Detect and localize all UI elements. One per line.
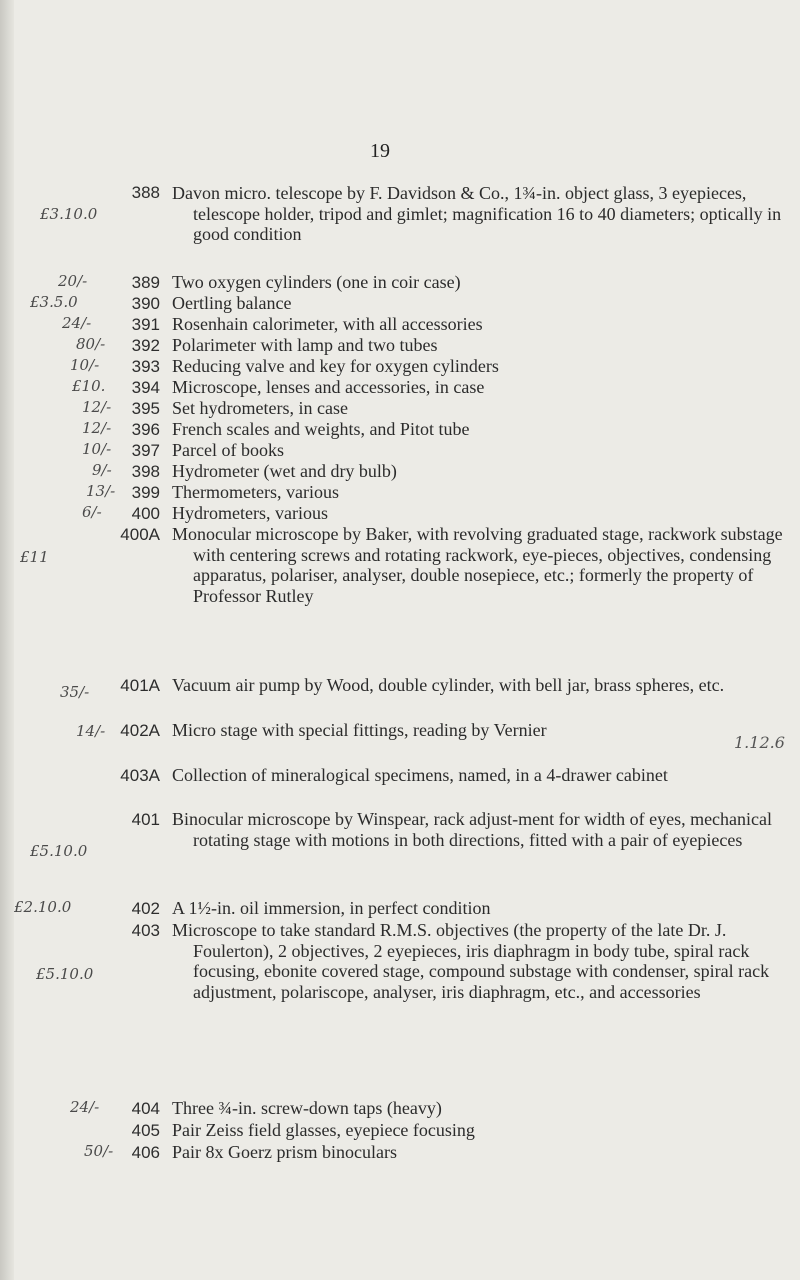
lot-description: Two oxygen cylinders (one in coir case) <box>172 272 461 292</box>
handwritten-price-note: 10/- <box>82 440 112 458</box>
lot-description: Pair Zeiss field glasses, eyepiece focusing <box>172 1120 475 1140</box>
lot-number: 393 <box>131 357 160 376</box>
lot-number: 388 <box>131 183 160 202</box>
handwritten-price-note: 35/- <box>60 683 90 701</box>
lot-number: 394 <box>131 378 160 397</box>
lot-description: Polarimeter with lamp and two tubes <box>172 335 438 355</box>
handwritten-price-note: 6/- <box>82 503 102 521</box>
lot-number: 403A <box>120 766 160 785</box>
lot-number: 403 <box>131 921 160 940</box>
handwritten-price-note: 14/- <box>76 722 106 740</box>
lot-description: Reducing valve and key for oxygen cylinders <box>172 356 499 376</box>
handwritten-price-note: 50/- <box>84 1142 114 1160</box>
lot-number: 405 <box>131 1121 160 1140</box>
lot-description: Microscope to take standard R.M.S. objectives (the property of the late Dr. J. Foulerton), 2 objectives, 2 eyepieces, iris diaphragm in body tube, spiral rack focusing, ebonite covered stage, compound substage with condenser, spiral rack adjustment, polariscope, analyser, iris diaphragm, etc., and accessories <box>172 920 770 1002</box>
lot-description: Microscope, lenses and accessories, in case <box>172 377 485 397</box>
lot-number: 401 <box>131 810 160 829</box>
handwritten-price-note: 24/- <box>62 314 92 332</box>
handwritten-price-note: £3.10.0 <box>40 205 98 223</box>
lot-number: 391 <box>131 315 160 334</box>
lot-description: Rosenhain calorimeter, with all accessories <box>172 314 483 334</box>
lot-description: Pair 8x Goerz prism binoculars <box>172 1142 397 1162</box>
handwritten-price-note: 12/- <box>82 419 112 437</box>
handwritten-price-note: 9/- <box>92 461 112 479</box>
lot-description: Monocular microscope by Baker, with revolving graduated stage, rackwork substage with centering screws and rotating rackwork, eye-pieces, objectives, condensing apparatus, polariser, analyser, double nosepiece, etc.; formerly the property of Professor Rutley <box>172 524 783 606</box>
handwritten-price-note: 24/- <box>70 1098 100 1116</box>
lot-number: 398 <box>131 462 160 481</box>
lot-description: Oertling balance <box>172 293 292 313</box>
handwritten-margin-note: 1.12.6 <box>734 733 785 752</box>
lot-description: Parcel of books <box>172 440 284 460</box>
lot-description: Binocular microscope by Winspear, rack adjust-ment for width of eyes, mechanical rotating stage with motions in both directions, fitted with a pair of eyepieces <box>172 809 773 850</box>
lot-description: Hydrometers, various <box>172 503 328 523</box>
lot-number: 402 <box>131 899 160 918</box>
lot-description: Hydrometer (wet and dry bulb) <box>172 461 397 481</box>
handwritten-price-note: £11 <box>20 548 49 566</box>
lot-number: 401A <box>120 676 160 695</box>
handwritten-price-note: 80/- <box>76 335 106 353</box>
lot-number: 392 <box>131 336 160 355</box>
lot-description: French scales and weights, and Pitot tube <box>172 419 470 439</box>
lot-number: 402A <box>120 721 160 740</box>
lot-number: 399 <box>131 483 160 502</box>
lot-number: 397 <box>131 441 160 460</box>
handwritten-price-note: 13/- <box>86 482 116 500</box>
lot-description: Micro stage with special fittings, reading by Vernier <box>172 720 547 740</box>
lot-number: 396 <box>131 420 160 439</box>
lot-number: 404 <box>131 1099 160 1118</box>
lot-description: Vacuum air pump by Wood, double cylinder, with bell jar, brass spheres, etc. <box>172 675 725 695</box>
lot-number: 400A <box>120 525 160 544</box>
handwritten-price-note: £5.10.0 <box>30 842 88 860</box>
handwritten-price-note: 20/- <box>58 272 88 290</box>
handwritten-price-note: 12/- <box>82 398 112 416</box>
lot-description: Three ¾-in. screw-down taps (heavy) <box>172 1098 442 1118</box>
handwritten-price-note: £10. <box>72 377 106 395</box>
handwritten-price-note: 10/- <box>70 356 100 374</box>
lot-description: Collection of mineralogical specimens, named, in a 4-drawer cabinet <box>172 765 668 785</box>
handwritten-price-note: £5.10.0 <box>36 965 94 983</box>
lot-number: 395 <box>131 399 160 418</box>
lot-description: A 1½-in. oil immersion, in perfect condition <box>172 898 491 918</box>
lot-description: Davon micro. telescope by F. Davidson & Co., 1¾-in. object glass, 3 eyepieces, telescope holder, tripod and gimlet; magnification 16 to 40 diameters; optically in good condition <box>172 183 782 245</box>
handwritten-price-note: £3.5.0 <box>30 293 78 311</box>
lot-number: 400 <box>131 504 160 523</box>
lot-number: 390 <box>131 294 160 313</box>
lot-description: Thermometers, various <box>172 482 339 502</box>
lot-number: 389 <box>131 273 160 292</box>
lot-description: Set hydrometers, in case <box>172 398 348 418</box>
page-number: 19 <box>370 140 390 162</box>
lot-number: 406 <box>131 1143 160 1162</box>
handwritten-price-note: £2.10.0 <box>14 898 72 916</box>
